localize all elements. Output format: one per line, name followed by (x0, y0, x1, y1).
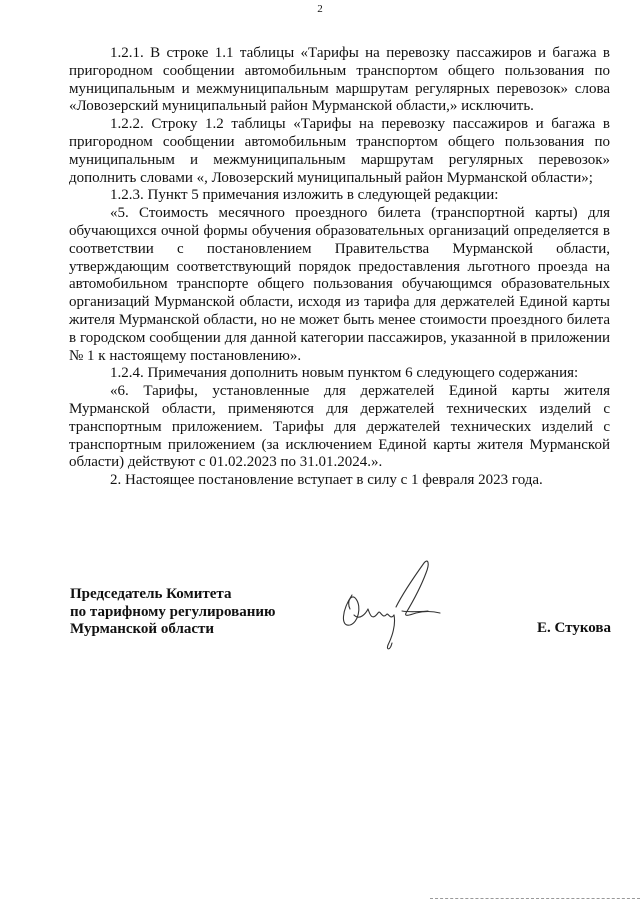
handwritten-signature (332, 555, 462, 655)
signer-name: Е. Стукова (537, 620, 611, 636)
position-line-2: по тарифному регулированию (70, 603, 276, 620)
scan-footer-line (430, 898, 640, 901)
paragraph-1-2-1: 1.2.1. В строке 1.1 таблицы «Тарифы на перевозку пассажиров и багажа в пригородном сообщении автомобильным транспортом общего пользования по муниципальным и межмуниципальным маршрутам регулярных перевозок» слова «Ловозерский муниципальный район Мурманской области,» исключить. (69, 45, 610, 115)
signatory-position (70, 586, 275, 639)
paragraph-1-2-2: 1.2.2. Строку 1.2 таблицы «Тарифы на перевозку пассажиров и багажа в пригородном сообщении автомобильным транспортом общего пользования по муниципальным и межмуниципальным маршрутам регулярных перевозок» дополнить словами «, Ловозерский муниципальный район Мурманской области»; (69, 116, 610, 186)
paragraph-note-6: «6. Тарифы, установленные для держателей Единой карты жителя Мурманской области, применяются для держателей технических изделий с транспортным приложением. Тарифы для держателей технических изделий с транспортным приложением (за исключением Единой карты жителя Мурманской области) действуют с 01.02.2023 по 31.01.2024.». (69, 383, 610, 471)
paragraph-1-2-3: 1.2.3. Пункт 5 примечания изложить в следующей редакции: (110, 187, 499, 204)
signature-block (70, 580, 611, 670)
paragraph-2-effective-date: 2. Настоящее постановление вступает в силу с 1 февраля 2023 года. (110, 472, 543, 489)
document-body (69, 45, 610, 490)
position-line-1: Председатель Комитета (70, 586, 232, 602)
position-line-3: Мурманской области (70, 621, 215, 637)
paragraph-note-5: «5. Стоимость месячного проездного билета (транспортной карты) для обучающихся очной формы обучения образовательных организаций определяется в соответствии с постановлением Правительства Мурманской области, утверждающим соответствующий порядок предоставления льготного проезда на автомобильном транспорте общего пользования обучающимся образовательных организаций Мурманской области, исходя из тарифа для держателей Единой карты жителя Мурманской области, но не может быть менее стоимости проездного билета в городском сообщении для данной категории пассажиров, указанной в приложении № 1 к настоящему постановлению». (69, 205, 610, 364)
paragraph-1-2-4: 1.2.4. Примечания дополнить новым пунктом 6 следующего содержания: (110, 365, 579, 382)
page-number: 2 (317, 3, 323, 15)
